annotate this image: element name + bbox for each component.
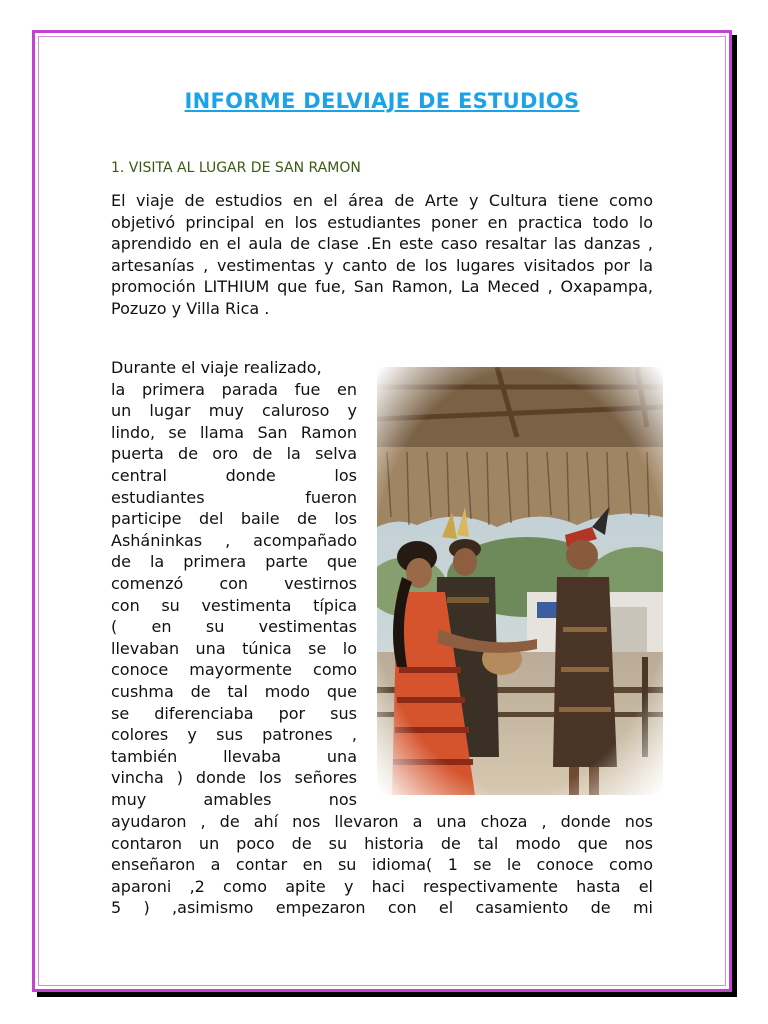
continued-paragraph <box>111 811 653 919</box>
left-column-text <box>111 357 357 810</box>
column-line: Durante el viaje realizado, <box>111 358 322 377</box>
dance-photo <box>377 367 663 795</box>
column-line: colores y sus patrones , <box>111 725 357 745</box>
column-line: cushma de tal modo que <box>111 681 357 701</box>
intro-text: El viaje de estudios en el área de Arte y Cultura tiene como objetivó principal en los estudiantes poner en practica todo lo aprendido en el aula de clase .En este caso resaltar las danzas , artesanías , vestimentas y canto de los lugares visitados por la promoción LITHIUM que fue, San Ramon, La Meced , Oxapampa, Pozuzo y Villa Rica . <box>111 191 653 318</box>
column-line: con su vestimenta típica <box>111 595 357 615</box>
column-line: la primera parada fue en <box>111 379 357 399</box>
paragraph-line: 5 ) ,asimismo empezaron con el casamiento de mi <box>111 898 653 918</box>
column-line: estudiantes fueron <box>111 487 357 507</box>
intro-paragraph <box>111 190 653 320</box>
column-line: participe del baile de los <box>111 509 357 529</box>
column-line: de la primera parte que <box>111 552 357 572</box>
section-heading: 1. VISITA AL LUGAR DE SAN RAMON <box>111 160 361 176</box>
column-line: ( en su vestimentas <box>111 617 357 637</box>
column-line: se diferenciaba por sus <box>111 703 357 723</box>
column-line: puerta de oro de la selva <box>111 444 357 464</box>
paragraph-line: ayudaron , de ahí nos llevaron a una choza , donde nos <box>111 812 653 831</box>
column-line: un lugar muy caluroso y <box>111 401 357 421</box>
column-line: conoce mayormente como <box>111 660 357 680</box>
page-border <box>32 30 732 992</box>
column-line: Asháninkas , acompañado <box>111 530 357 550</box>
column-line: también llevaba una <box>111 746 357 766</box>
column-line: lindo, se llama San Ramon <box>111 422 357 442</box>
paragraph-line: contaron un poco de su historia de tal modo que nos <box>111 833 653 853</box>
paragraph-line: enseñaron a contar en su idioma( 1 se le conoce como <box>111 855 653 875</box>
dance-photo-image <box>377 367 663 795</box>
column-line: muy amables nos <box>111 789 357 809</box>
document-title: INFORME DELVIAJE DE ESTUDIOS <box>184 89 580 113</box>
column-line: central donde los <box>111 465 357 485</box>
column-line: vincha ) donde los señores <box>111 768 357 788</box>
column-line: llevaban una túnica se lo <box>111 638 357 658</box>
column-line: comenzó con vestirnos <box>111 573 357 593</box>
paragraph-line: aparoni ,2 como apite y haci respectivamente hasta el <box>111 876 653 896</box>
